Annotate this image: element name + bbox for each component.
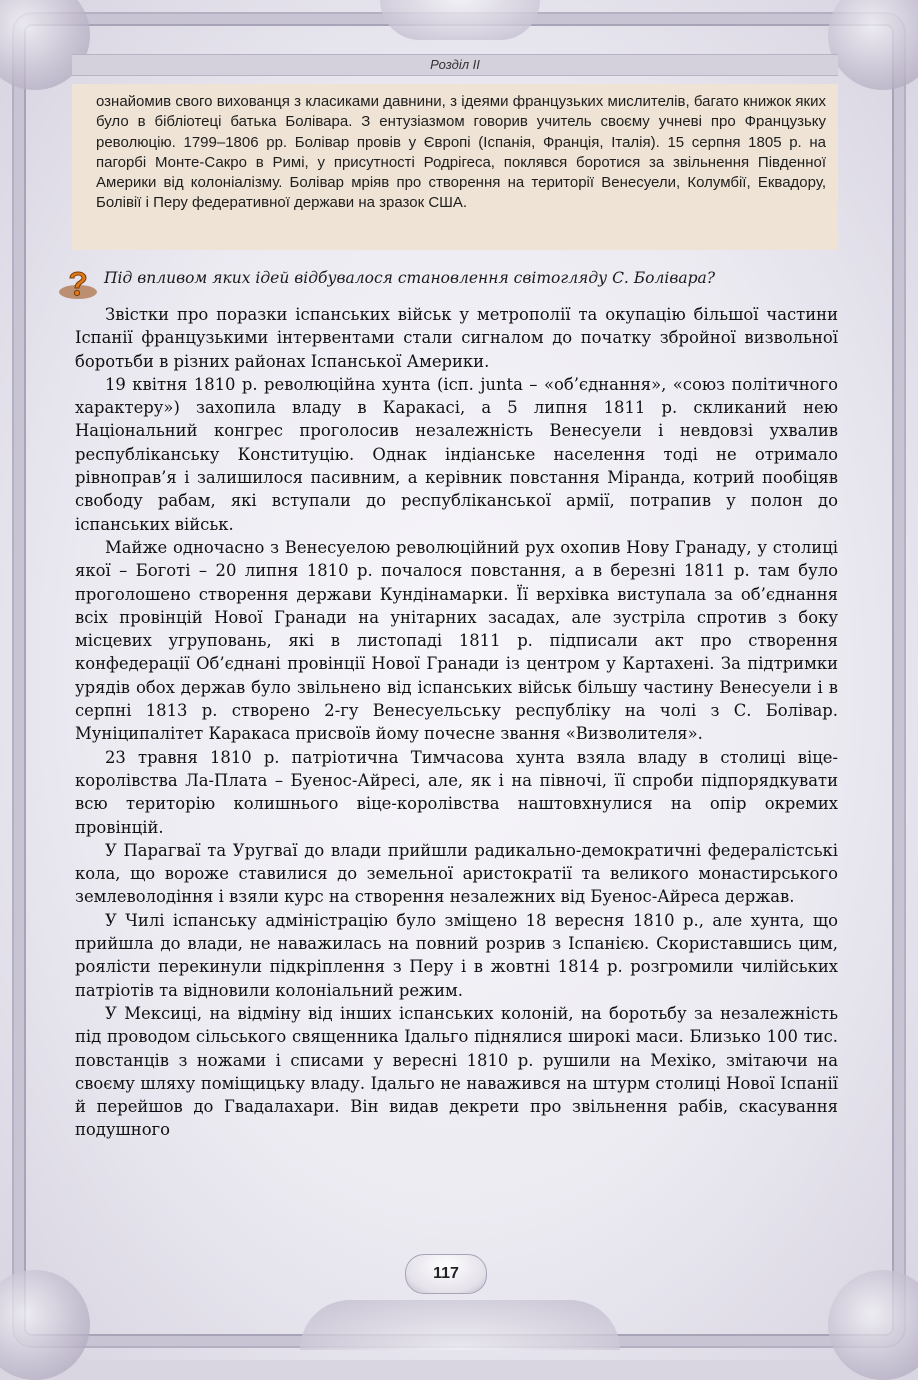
paragraph: Майже одночасно з Венесуелою революційний рух охопив Нову Гранаду, у столиці якої – Боготі – 20 липня 1810 р. почалося повстання, а в березні 1811 р. там було проголошено створення держави Кундінамарки. Її верхівка виступала за об’єднання всіх провінцій Нової Гранади на унітарних засадах, але зустріла спротив з боку місцевих угруповань, які в листопаді 1811 р. підписали акт про створення конфедерації Об’єднані провінції Нової Гранади із центром у Картахені. За підтримки урядів обох держав було звільнено від іспанських військ більшу частину Венесуели і в серпні 1813 р. створено 2-гу Венесуельську республіку на чолі з С. Болівар. Муніципалітет Каракаса присвоїв йому почесне звання «Визволителя». (75, 537, 838, 744)
paragraph: У Чилі іспанську адміністрацію було зміщено 18 вересня 1810 р., але хунта, що прийшла до влади, не наважилась на повний розрив з Іспанією. Скориставшись цим, роялісти перекинули підкріплення з Перу і в жовтні 1814 р. розгромили чилійських патріотів та відновили колоніальний режим. (75, 910, 838, 1000)
question-text: Під впливом яких ідей відбувалося становлення світогляду С. Болівара? (104, 269, 716, 287)
paragraph: 23 травня 1810 р. патріотична Тимчасова хунта взяла владу в столиці віце-королівства Ла-Плата – Буенос-Айресі, але, як і на півночі, її спроби підпорядкувати всю територію колишнього віце-королівства наштовхнулися на опір окремих провінцій. (75, 747, 838, 837)
quote-text: ознайомив свого вихованця з класиками давнини, з ідеями французьких мислителів, багато книжок яких було в бібліотеці батька Болівара. З ентузіазмом говорив учитель своєму учневі про Французьку революцію. 1799–1806 рр. Болівар провів у Європі (Іспанія, Франція, Італія). 15 серпня 1805 р. на пагорбі Монте-Сакро в Римі, у присутності Родрігеса, поклявся боротися за звільнення Південної Америки від колоніалізму. Болівар мріяв про створення на території Венесуели, Колумбії, Еквадору, Болівії і Перу федеративної держави на зразок США. (96, 93, 826, 212)
top-crest-ornament (380, 0, 540, 40)
paragraph: У Мексиці, на відміну від інших іспанських колоній, на боротьбу за незалежність під проводом сільського священника Ідальго піднялися широкі маси. Близько 100 тис. повстанців з ножами і списами у вересні 1810 р. рушили на Мехіко, змітаючи на своєму шляху поміщицьку владу. Ідальго не наважився на штурм столиці Нової Іспанії й перейшов до Гвадалахари. Він видав декрети про звільнення рабів, скасування подушного (75, 1003, 838, 1140)
main-text (75, 303, 838, 1142)
paragraph: 19 квітня 1810 р. революційна хунта (ісп. junta – «об’єднання», «союз політичного характеру») захопила владу в Каракасі, а 5 липня 1811 р. скликаний нею Національний конгрес проголосив незалежність Венесуели і невдовзі ухвалив республіканську Конституцію. Однак індіанське населення тоді не отримало рівноправ’я і залишилося пасивним, а керівник повстання Міранда, котрий пообіцяв свободу рабам, які вступали до республіканської армії, потрапив у полон до іспанських військ. (75, 374, 838, 534)
paragraph: У Парагваї та Уругваї до влади прийшли радикально-демократичні федералістські кола, що вороже ставилися до земельної аристократії та великого монастирського землеволодіння і взяли курс на створення незалежних від Буенос-Айреса держав. (75, 840, 838, 907)
question-mark-icon (58, 266, 98, 300)
page-number: 117 (405, 1254, 487, 1294)
bottom-crest-ornament (300, 1300, 620, 1350)
section-header: Розділ ІІ (72, 54, 838, 76)
paragraph: Звістки про поразки іспанських військ у метрополії та окупацію більшої частини Іспанії французькими інтервентами стали сигналом до початку збройної визвольної боротьби в різних районах Іспанської Америки. (75, 305, 838, 371)
question-block (56, 262, 846, 302)
quote-box (72, 84, 838, 250)
